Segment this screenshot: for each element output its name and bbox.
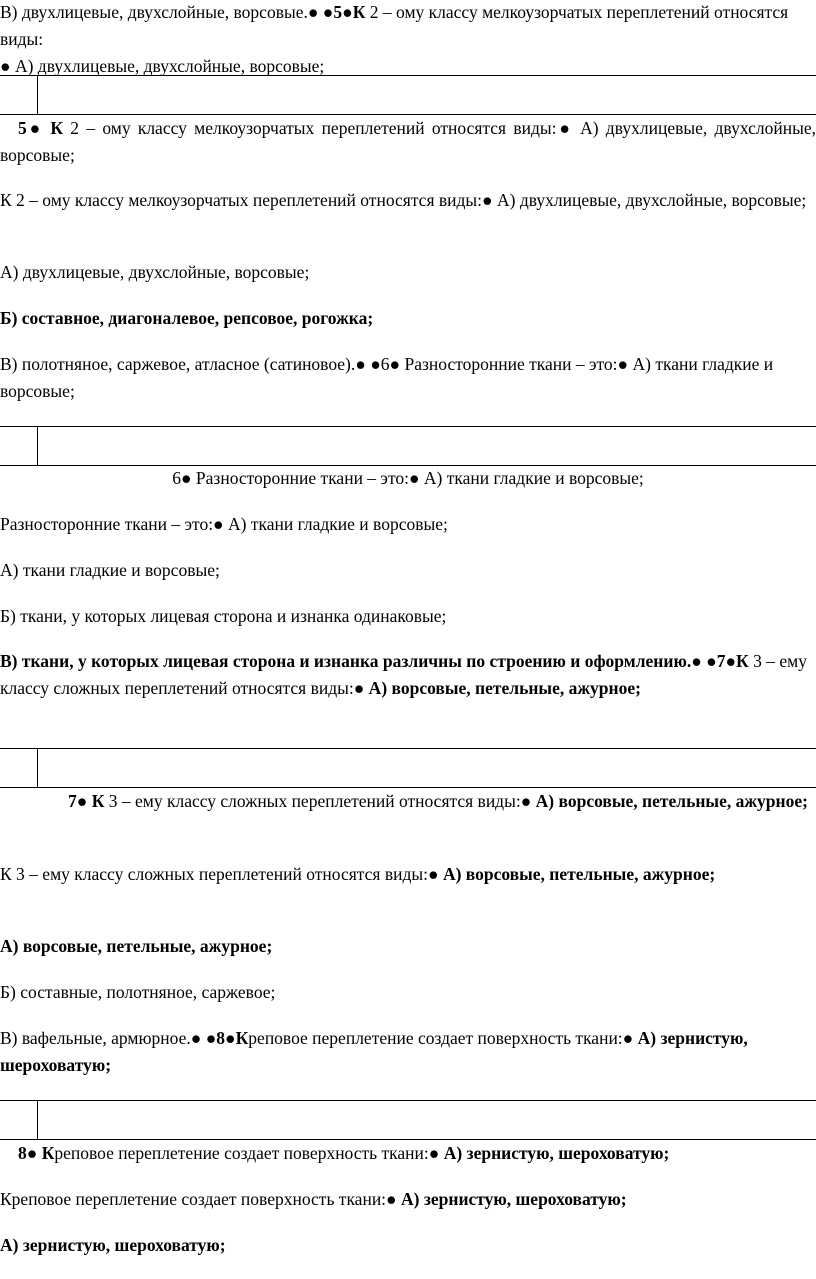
- q8-repeat-text: [0, 1186, 816, 1213]
- q5-question-text: 2 – ому классу мелкоузорчатых переплетений относятся виды:: [0, 2, 789, 49]
- q6-heading: 6● Разносторонние ткани – это:● А) ткани гладкие и ворсовые;: [172, 468, 644, 488]
- table-cell: [0, 1101, 38, 1139]
- q7-question-text: 3 – ему классу сложных переплетений относятся виды:: [0, 651, 807, 698]
- q5-option-a: А) двухлицевые, двухслойные, ворсовые;: [0, 262, 310, 282]
- empty-table-row: [0, 748, 816, 788]
- q7-option-c-text: В) вафельные, армюрное.● ●: [0, 1028, 217, 1048]
- q6-option-a: А) ткани гладкие и ворсовые;: [0, 560, 220, 580]
- q7-heading-number: 7● К: [68, 791, 105, 811]
- q7-heading-text: 3 – ему классу сложных переплетений относятся виды:: [104, 791, 521, 811]
- q5-heading-bullet: ●: [26, 118, 44, 138]
- q5-heading-k: К: [43, 118, 64, 138]
- q5-heading-text: 2 – ому классу мелкоузорчатых переплетений относятся виды:● А) двухлицевые, двухслойные, ворсовые;: [0, 118, 816, 165]
- table-cell: [0, 427, 38, 465]
- empty-table-row: [0, 75, 816, 115]
- q8-heading-number: 8● К: [18, 1143, 55, 1163]
- q8-repeat-plain: Креповое переплетение создает поверхность ткани:: [0, 1189, 387, 1209]
- q5-intro-paragraph: [0, 0, 816, 80]
- q6-option-c-bold: В) ткани, у которых лицевая сторона и изнанка различны по строению и оформлению.● ●7●К: [0, 651, 749, 671]
- q6-option-b: Б) ткани, у которых лицевая сторона и изнанка одинаковые;: [0, 606, 447, 626]
- q5-repeat-text: К 2 – ому классу мелкоузорчатых переплетений относятся виды:● А) двухлицевые, двухслойные, ворсовые;: [0, 190, 807, 210]
- q6-repeat-text: Разносторонние ткани – это:● А) ткани гладкие и ворсовые;: [0, 514, 448, 534]
- q8-answer-a: ● А) зернистую, шероховатую;: [0, 1028, 748, 1075]
- empty-table-row: [0, 426, 816, 466]
- q7-heading: [0, 788, 816, 815]
- q6-option-c: [0, 648, 816, 702]
- prev-answer-tail: В) двухлицевые, двухслойные, ворсовые.● ●: [0, 2, 334, 22]
- table-cell: [0, 749, 38, 787]
- q5-heading: [0, 115, 816, 169]
- q8-question-text: реповое переплетение создает поверхность ткани:: [248, 1028, 623, 1048]
- q5-heading-number: 5: [18, 118, 27, 138]
- q8-repeat-answer: ● А) зернистую, шероховатую;: [386, 1189, 627, 1209]
- q5-number: 5: [333, 2, 343, 22]
- q7-repeat-text: [0, 861, 816, 888]
- q8-option-a: А) зернистую, шероховатую;: [0, 1235, 226, 1255]
- q8-heading-text: реповое переплетение создает поверхность ткани:: [54, 1143, 429, 1163]
- q7-repeat-answer: ● А) ворсовые, петельные, ажурное;: [428, 864, 716, 884]
- q7-heading-answer: ● А) ворсовые, петельные, ажурное;: [520, 791, 808, 811]
- q5-answer-a: ● А) двухлицевые, двухслойные, ворсовые;: [0, 56, 325, 76]
- q8-number: 8●К: [216, 1028, 249, 1048]
- empty-table-row: [0, 1100, 816, 1140]
- q8-heading-answer: ● А) зернистую, шероховатую;: [428, 1143, 670, 1163]
- q7-repeat-plain: К 3 – ему классу сложных переплетений относятся виды:: [0, 864, 428, 884]
- q5-bullet: ●: [342, 2, 353, 22]
- q5-k-letter: К: [352, 2, 366, 22]
- q8-heading: [0, 1140, 816, 1167]
- q7-answer-a: ● А) ворсовые, петельные, ажурное;: [353, 678, 641, 698]
- q7-option-c: [0, 1025, 816, 1079]
- q5-option-b: Б) составное, диагоналевое, репсовое, рогожка;: [0, 308, 374, 328]
- q7-option-b: Б) составные, полотняное, саржевое;: [0, 982, 276, 1002]
- q5-option-c: В) полотняное, саржевое, атласное (сатиновое).● ●6● Разносторонние ткани – это:● А) ткани гладкие и ворсовые;: [0, 354, 774, 401]
- table-cell: [0, 76, 38, 114]
- q7-option-a: А) ворсовые, петельные, ажурное;: [0, 936, 273, 956]
